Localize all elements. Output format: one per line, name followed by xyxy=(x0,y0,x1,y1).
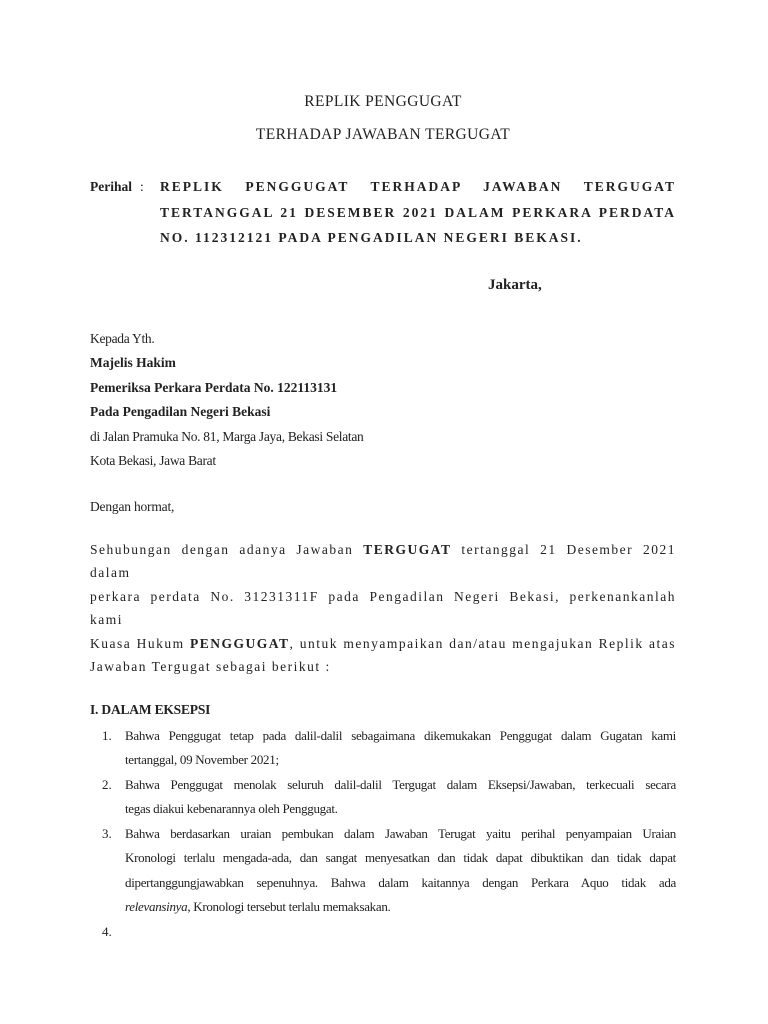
item-3-line-1: Bahwa berdasarkan uraian pembukan dalam Jawaban Terugat yaitu perihal penyampaian Uraian xyxy=(125,825,676,841)
list-item-number: 4. xyxy=(102,923,112,939)
item-2-line-2: tegas diakui kebenarannya oleh Penggugat. xyxy=(125,801,338,816)
item-3-line-4-rest: , Kronologi tersebut terlalu memaksakan. xyxy=(187,899,391,914)
list-item-number: 3. xyxy=(102,825,112,841)
list-item-text xyxy=(125,920,676,945)
title-block xyxy=(90,0,676,145)
perihal-colon: : xyxy=(140,179,144,194)
perihal-line-2: TERTANGGAL 21 DESEMBER 2021 DALAM PERKARA PERDATA xyxy=(160,204,676,220)
intro-line-4: Jawaban Tergugat sebagai berikut : xyxy=(90,659,331,674)
address-line-1: Kepada Yth. xyxy=(90,330,155,346)
item-3-italic-word: relevansinya xyxy=(125,899,188,914)
intro-penggugat: PENGGUGAT xyxy=(189,635,290,651)
address-line-5: di Jalan Pramuka No. 81, Marga Jaya, Bekasi Selatan xyxy=(90,428,364,444)
list-item-number: 2. xyxy=(102,776,112,792)
intro-line-3-a: Kuasa Hukum xyxy=(90,635,190,651)
intro-line-3-c: , untuk menyampaikan dan/atau mengajukan Replik atas xyxy=(289,635,676,651)
salutation: Dengan hormat, xyxy=(90,498,175,514)
address-line-3: Pemeriksa Perkara Perdata No. 122113131 xyxy=(90,379,338,395)
intro-tergugat: TERGUGAT xyxy=(363,541,452,557)
perihal-label: Perihal xyxy=(90,179,132,194)
place-date: Jakarta, xyxy=(488,276,542,293)
list-item-number: 1. xyxy=(102,727,112,743)
address-line-2: Majelis Hakim xyxy=(90,355,176,370)
list-item-text xyxy=(125,822,676,920)
list-item-text xyxy=(125,724,676,773)
list-item xyxy=(90,822,676,920)
address-line-6: Kota Bekasi, Jawa Barat xyxy=(90,453,216,468)
intro-line-2: perkara perdata No. 31231311F pada Pengadilan Negeri Bekasi, perkenankanlah kami xyxy=(90,588,676,627)
list-item xyxy=(90,773,676,822)
intro-line-1-a: Sehubungan dengan adanya Jawaban xyxy=(90,541,364,557)
perihal-row xyxy=(90,174,676,251)
intro-line-1-c: tertanggal 21 Desember 2021 dalam xyxy=(90,541,676,580)
address-line-4: Pada Pengadilan Negeri Bekasi xyxy=(90,404,271,419)
item-1-line-2: tertanggal, 09 November 2021; xyxy=(125,752,279,767)
intro-line-3 xyxy=(90,632,676,656)
item-3-line-3: dipertanggungjawabkan sepenuhnya. Bahwa dalam kaitannya dengan Perkara Aquo tidak ada xyxy=(125,874,676,890)
document-subtitle: TERHADAP JAWABAN TERGUGAT xyxy=(255,126,511,143)
recipient-address xyxy=(90,327,676,474)
section-heading: I. DALAM EKSEPSI xyxy=(90,701,211,717)
list-item-text xyxy=(125,773,676,822)
eksepsi-list xyxy=(90,724,676,945)
document-title: REPLIK PENGGUGAT xyxy=(304,93,462,110)
intro-line-1 xyxy=(90,538,676,585)
item-3-line-4 xyxy=(125,895,676,920)
item-3-line-2: Kronologi terlalu mengada-ada, dan sangat menyesatkan dan tidak dapat dibuktikan dan tidak dapat xyxy=(125,850,676,865)
perihal-line-3: NO. 112312121 PADA PENGADILAN NEGERI BEKASI. xyxy=(160,230,583,245)
list-item xyxy=(90,920,676,945)
item-1-line-1: Bahwa Penggugat tetap pada dalil-dalil sebagaimana dikemukakan Penggugat dalam Gugatan kami xyxy=(125,727,676,743)
perihal-line-1: REPLIK PENGGUGAT TERHADAP JAWABAN TERGUGAT xyxy=(160,179,676,194)
list-item xyxy=(90,724,676,773)
perihal-text xyxy=(160,174,676,251)
item-2-line-1: Bahwa Penggugat menolak seluruh dalil-dalil Tergugat dalam Eksepsi/Jawaban, terkecuali secara xyxy=(125,776,676,792)
intro-paragraph xyxy=(90,538,676,679)
